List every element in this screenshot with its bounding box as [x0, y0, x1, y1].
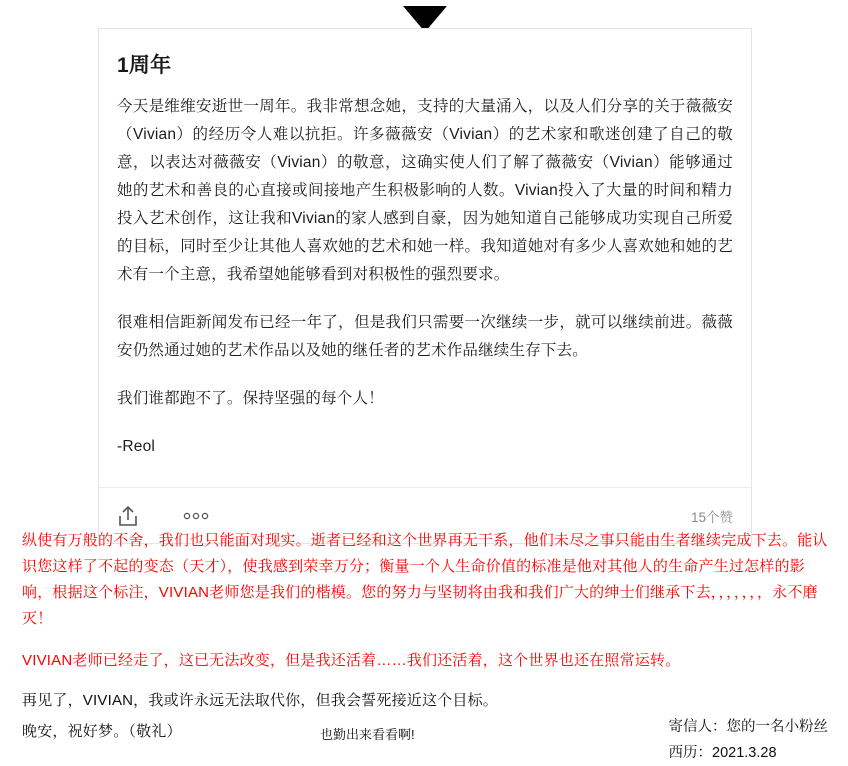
signature-block: [669, 714, 829, 766]
post-title: 1周年: [117, 54, 172, 77]
bottom-row: [22, 714, 828, 760]
more-dots-icon[interactable]: [183, 511, 209, 521]
post-body: [117, 93, 733, 461]
commentary-red-line: VIVIAN老师已经走了，这已无法改变，但是我还活着……我们还活着，这个世界也还在照常运转。: [22, 652, 681, 669]
side-note-text: 也勤出来看看啊!: [320, 727, 415, 742]
post-signature: -Reol: [117, 438, 156, 455]
closing-text: 晚安，祝好梦。（敬礼）: [22, 723, 182, 740]
post-paragraph: 今天是维维安逝世一周年。我非常想念她，支持的大量涌入，以及人们分享的关于薇薇安（Vivian）的经历令人难以抗拒。许多薇薇安（Vivian）的艺术家和歌迷创建了自己的敬意，以表达对薇薇安（Vivian）的敬意，这确实使人们了解了薇薇安（Vivian）能够通过她的艺术和善良的心直接或间接地产生积极影响的人数。Vivian投入了大量的时间和精力投入艺术创作，这让我和Vivian的家人感到自豪，因为她知道自己能够成功实现自己所爱的目标，同时至少让其他人喜欢她的艺术和她一样。我知道她对有多少人喜欢她和她的艺术有一个主意，我希望她能够看到对积极性的强烈要求。: [117, 98, 733, 283]
commentary-section: [22, 528, 828, 728]
like-count: 15个赞: [690, 509, 733, 525]
post-paragraph: 很难相信距新闻发布已经一年了，但是我们只需要一次继续一步，就可以继续前进。薇薇安仍然通过她的艺术作品以及她的继任者的艺术作品继续生存下去。: [117, 314, 733, 359]
post-actions: [117, 504, 209, 528]
date-line: 西历：2021.3.28: [668, 745, 777, 761]
post-content: [99, 29, 751, 461]
post-card: [98, 28, 752, 544]
share-icon[interactable]: [117, 504, 139, 528]
post-paragraph: 我们谁都跑不了。保持坚强的每个人！: [117, 390, 384, 407]
commentary-red-block: 纵使有万般的不舍，我们也只能面对现实。逝者已经和这个世界再无干系，他们未尽之事只能由生者继续完成下去。能认识您这样了不起的变态（天才），使我感到荣幸万分；衡量一个人生命价值的标准是他对其他人的生命产生过怎样的影响，根据这个标注，VIVIAN老师您是我们的楷模。您的努力与坚韧将由我和我们广大的绅士们继承下去，，，，，，，永不磨灭！: [22, 532, 828, 627]
sender-line: 寄信人：您的一名小粉丝: [668, 719, 828, 735]
commentary-black-line: 再见了，VIVIAN，我或许永远无法取代你，但我会誓死接近这个目标。: [22, 692, 498, 709]
